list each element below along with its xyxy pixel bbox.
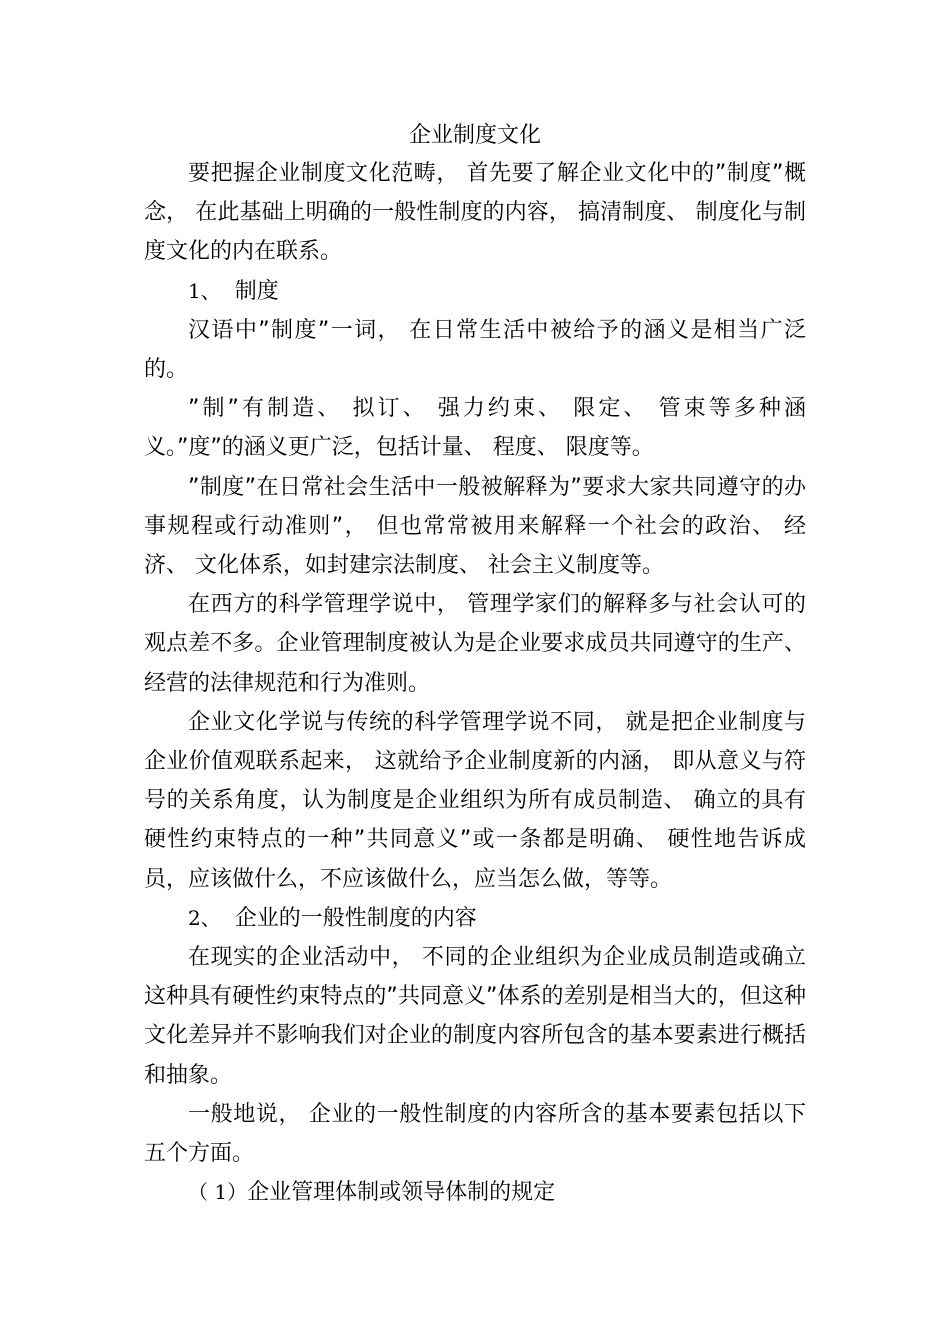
section-number: 2、 <box>188 905 221 930</box>
subsection-title: 企业管理体制或领导体制的规定 <box>247 1180 556 1206</box>
paragraph: ”制”有制造、 拟订、 强力约束、 限定、 管束等多种涵义。”度”的涵义更广泛，包括计量、 程度、 限度等。 <box>144 396 806 461</box>
section-heading-1 <box>144 272 806 311</box>
paragraph: 汉语中”制度”一词， 在日常生活中被给予的涵义是相当广泛的。 <box>144 317 806 383</box>
subsection-number: （ 1） <box>188 1180 248 1205</box>
paragraph: 在西方的科学管理学说中， 管理学家们的解释多与社会认可的观点差不多。企业管理制度被认为是企业要求成员共同遵守的生产、 经营的法律规范和行为准则。 <box>144 592 806 696</box>
paragraph: 在现实的企业活动中， 不同的企业组织为企业成员制造或确立这种具有硬性约束特点的”共同意义”体系的差别是相当大的，但这种文化差异并不影响我们对企业的制度内容所包含的基本要素进行概括和抽象。 <box>144 945 806 1088</box>
section-heading-2 <box>144 899 806 938</box>
paragraph: 一般地说， 企业的一般性制度的内容所含的基本要素包括以下五个方面。 <box>144 1101 806 1167</box>
paragraph: 企业文化学说与传统的科学管理学说不同， 就是把企业制度与企业价值观联系起来， 这就给予企业制度新的内涵， 即从意义与符号的关系角度，认为制度是企业组织为所有成员制造、 确立的具有硬性约束特点的一种”共同意义”或一条都是明确、 硬性地告诉成员，应该做什么，不应该做什么，应当怎么做，等等。 <box>144 709 806 892</box>
paragraph: ”制度”在日常社会生活中一般被解释为”要求大家共同遵守的办事规程或行动准则”， 但也常常被用来解释一个社会的政治、 经济、 文化体系，如封建宗法制度、 社会主义制度等。 <box>144 474 806 579</box>
paragraph-intro: 要把握企业制度文化范畴， 首先要了解企业文化中的”制度”概念， 在此基础上明确的一般性制度的内容， 搞清制度、 制度化与制度文化的内在联系。 <box>144 161 806 265</box>
document-title: 企业制度文化 <box>408 123 541 148</box>
subsection-heading-1 <box>144 1173 806 1212</box>
document-body <box>144 154 806 1212</box>
section-title: 制度 <box>234 278 279 304</box>
section-title: 企业的一般性制度的内容 <box>234 905 477 931</box>
section-number: 1、 <box>188 278 221 303</box>
